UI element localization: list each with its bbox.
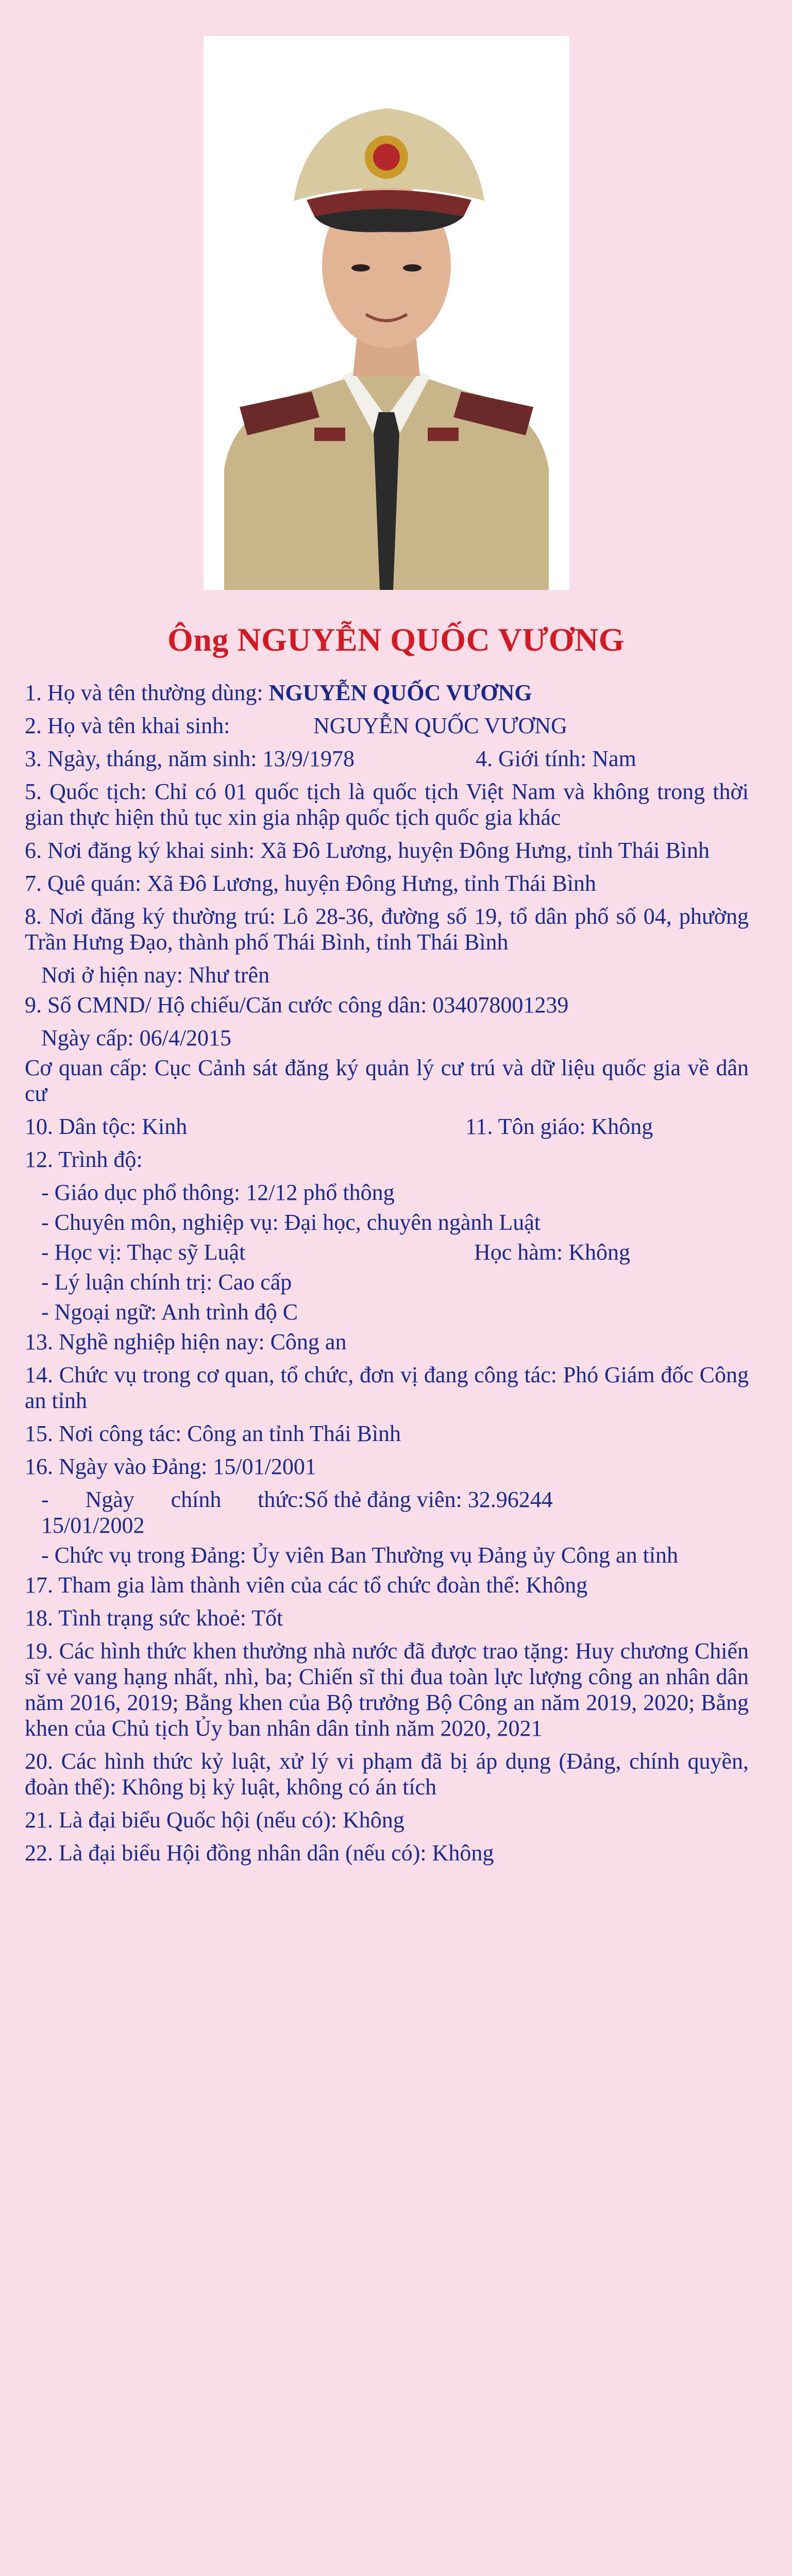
bio-item-12: 12. Trình độ: [25,1147,143,1172]
bio-item-21: 21. Là đại biểu Quốc hội (nếu có): Không [25,1807,405,1833]
degree-row [41,1240,749,1265]
general-education: - Giáo dục phổ thông: 12/12 phổ thông [41,1180,395,1205]
party-card-number: Số thẻ đảng viên: 32.96244 [304,1487,553,1512]
current-address: Nơi ở hiện nay: Như trên [41,962,270,988]
page-title: Ông NGUYỄN QUỐC VƯƠNG [167,621,625,658]
bio-item-15: 15. Nơi công tác: Công an tỉnh Thái Bình [25,1421,401,1446]
bio-item-19: 19. Các hình thức khen thưởng nhà nước đã được trao tặng: Huy chương Chiến sĩ vẻ vang hạng nhất, nhì, ba; Chiến sĩ thi đua toàn lực lượng công an nhân dân năm 2016, 2019; Bằng khen của Bộ trưởng Bộ Công an năm 2019, 2020; Bằng khen của Chủ tịch Ủy ban nhân dân tỉnh năm 2020, 2021 [25,1638,749,1741]
bio-item-20: 20. Các hình thức kỷ luật, xử lý vi phạm đã bị áp dụng (Đảng, chính quyền, đoàn thể): Không bị kỷ luật, không có án tích [25,1749,749,1800]
ethnicity: 10. Dân tộc: Kinh [25,1114,188,1139]
birth-date: 3. Ngày, tháng, năm sinh: 13/9/1978 [25,746,355,771]
political-theory: - Lý luận chính trị: Cao cấp [41,1269,292,1295]
academic-title: Học hàm: Không [474,1240,631,1265]
bio-item-7: 7. Quê quán: Xã Đô Lương, huyện Đông Hưng, tỉnh Thái Bình [25,871,596,896]
bio-item-14: 14. Chức vụ trong cơ quan, tổ chức, đơn vị đang công tác: Phó Giám đốc Công an tỉnh [25,1362,749,1413]
bio-item-17: 17. Tham gia làm thành viên của các tổ chức đoàn thể: Không [25,1572,588,1598]
biography-section [25,680,749,1873]
party-official-date: - Ngày chính thức: 15/01/2002 [41,1487,304,1538]
bio-item-1 [25,680,749,706]
bio-item-9: 9. Số CMND/ Hộ chiếu/Căn cước công dân: 034078001239 [25,992,569,1018]
bio-item-6: 6. Nơi đăng ký khai sinh: Xã Đô Lương, huyện Đông Hưng, tỉnh Thái Bình [25,838,710,863]
bio-item-10-11 [25,1114,749,1140]
bio-item-13: 13. Nghề nghiệp hiện nay: Công an [25,1329,347,1354]
bio-item-5: 5. Quốc tịch: Chỉ có 01 quốc tịch là quốc tịch Việt Nam và không trong thời gian thực hiện thủ tục xin gia nhập quốc tịch quốc gia khác [25,779,749,830]
id-issue-date: Ngày cấp: 06/4/2015 [41,1025,232,1050]
bio-item-3-4 [25,746,749,772]
foreign-language: - Ngoại ngữ: Anh trình độ C [41,1299,298,1325]
bio-item-22: 22. Là đại biểu Hội đồng nhân dân (nếu có): Không [25,1840,494,1866]
gender: 4. Giới tính: Nam [476,746,636,771]
bio-item-16: 16. Ngày vào Đảng: 15/01/2001 [25,1454,316,1479]
id-issuing-agency: Cơ quan cấp: Cục Cảnh sát đăng ký quản lý cư trú và dữ liệu quốc gia về dân cư [25,1055,749,1106]
birth-name-label: 2. Họ và tên khai sinh: [25,713,230,738]
bio-item-8: 8. Nơi đăng ký thường trú: Lô 28-36, đường số 19, tổ dân phố số 04, phường Trần Hưng Đạo, thành phố Thái Bình, tỉnh Thái Bình [25,904,749,955]
birth-name-value: NGUYỄN QUỐC VƯƠNG [313,713,567,738]
portrait-image [204,36,569,590]
party-position: - Chức vụ trong Đảng: Ủy viên Ban Thường vụ Đảng ủy Công an tỉnh [41,1543,679,1568]
professional-education: - Chuyên môn, nghiệp vụ: Đại học, chuyên ngành Luật [41,1210,541,1235]
common-name-value: NGUYỄN QUỐC VƯƠNG [268,680,532,705]
religion: 11. Tôn giáo: Không [465,1114,653,1139]
bio-item-18: 18. Tình trạng sức khoẻ: Tốt [25,1605,283,1631]
academic-degree: - Học vị: Thạc sỹ Luật [41,1240,246,1265]
common-name-label: 1. Họ và tên thường dùng: [25,680,269,705]
party-official-row [41,1487,749,1538]
bio-item-2 [25,713,749,739]
portrait-photo [204,36,569,590]
